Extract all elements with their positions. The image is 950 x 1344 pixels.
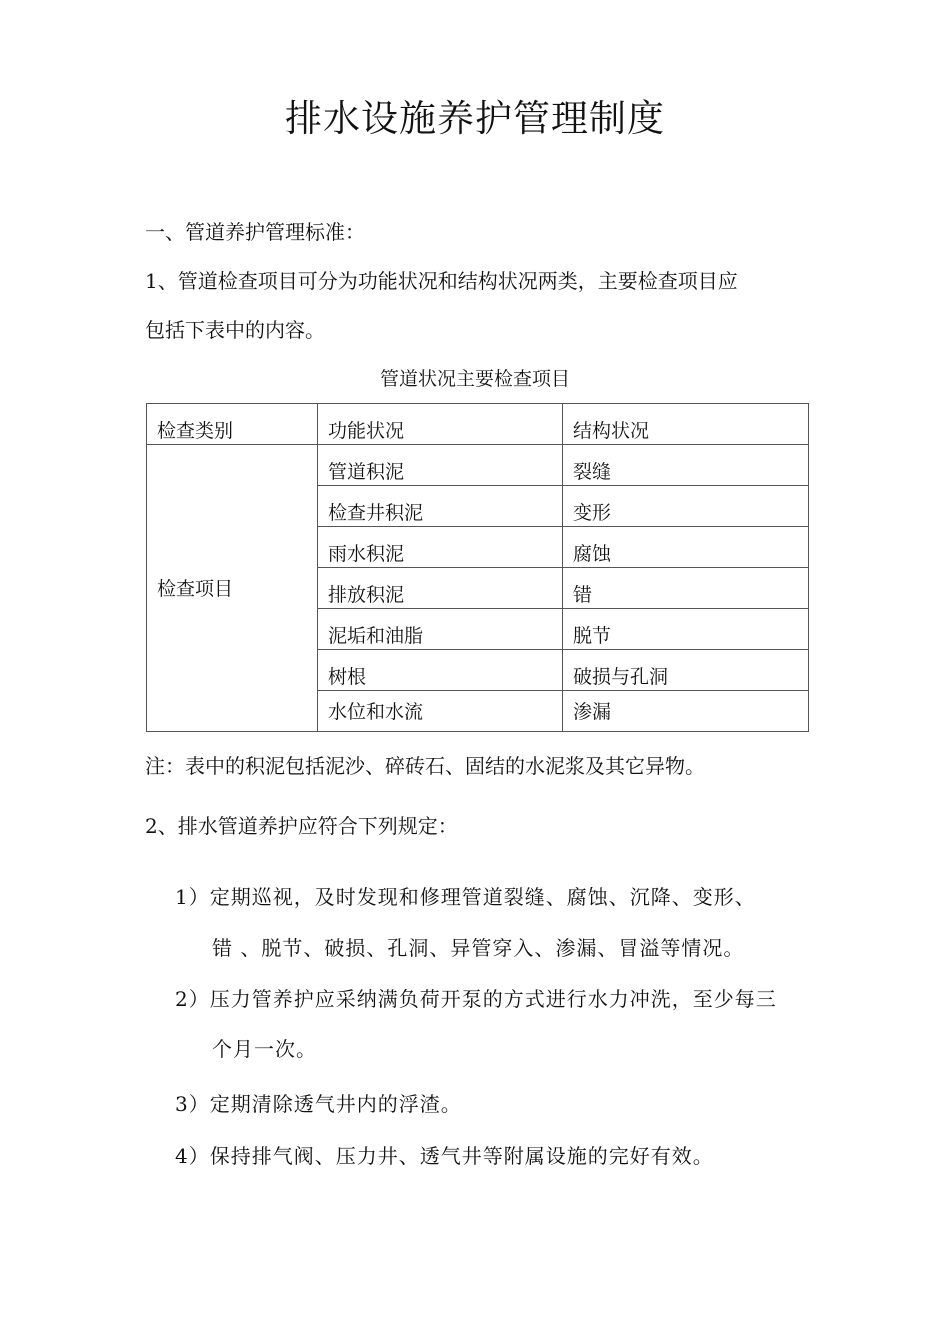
table-cell: 水位和水流 <box>318 691 563 732</box>
table-caption: 管道状况主要检查项目 <box>379 368 570 390</box>
rule-1-line-1: 1）定期巡视，及时发现和修理管道裂缝、腐蚀、沉降、变形、 <box>175 885 756 909</box>
section-1-heading: 一、管道养护管理标准： <box>145 220 365 244</box>
table-cell: 破损与孔洞 <box>563 650 809 691</box>
rule-2-line-1: 2）压力管养护应采纳满负荷开泵的方式进行水力冲洗，至少每三 <box>175 987 777 1011</box>
table-note: 注：表中的积泥包括泥沙、碎砖石、固结的水泥浆及其它异物。 <box>145 754 705 778</box>
table-cell: 脱节 <box>563 609 809 650</box>
table-cell: 管道积泥 <box>318 445 563 486</box>
table-cell: 树根 <box>318 650 563 691</box>
paragraph-1-line-1: 1、管道检查项目可分为功能状况和结构状况两类，主要检查项目应 <box>145 269 738 293</box>
rule-1-line-2: 错 、脱节、破损、孔洞、异管穿入、渗漏、冒溢等情况。 <box>212 936 745 960</box>
paragraph-1-line-2: 包括下表中的内容。 <box>145 318 325 342</box>
table-cell: 检查井积泥 <box>318 486 563 527</box>
table-header-cell: 结构状况 <box>563 404 809 445</box>
table-cell: 渗漏 <box>563 691 809 732</box>
table-cell: 排放积泥 <box>318 568 563 609</box>
section-2-heading: 2、排水管道养护应符合下列规定： <box>145 814 458 838</box>
table-cell: 雨水积泥 <box>318 527 563 568</box>
table-row-label: 检查项目 <box>147 445 318 732</box>
rule-3: 3）定期清除透气井内的浮渣。 <box>175 1092 462 1116</box>
table-cell: 泥垢和油脂 <box>318 609 563 650</box>
table-cell: 腐蚀 <box>563 527 809 568</box>
table-cell: 裂缝 <box>563 445 809 486</box>
rule-2-line-2: 个月一次。 <box>212 1037 317 1061</box>
inspection-table <box>146 403 809 732</box>
table-header-row <box>147 404 809 445</box>
table-row <box>147 445 809 486</box>
rule-4: 4）保持排气阀、压力井、透气井等附属设施的完好有效。 <box>175 1144 714 1168</box>
table-cell: 变形 <box>563 486 809 527</box>
document-title: 排水设施养护管理制度 <box>285 97 665 140</box>
table-header-cell: 检查类别 <box>147 404 318 445</box>
table-header-cell: 功能状况 <box>318 404 563 445</box>
table-cell: 错 <box>563 568 809 609</box>
